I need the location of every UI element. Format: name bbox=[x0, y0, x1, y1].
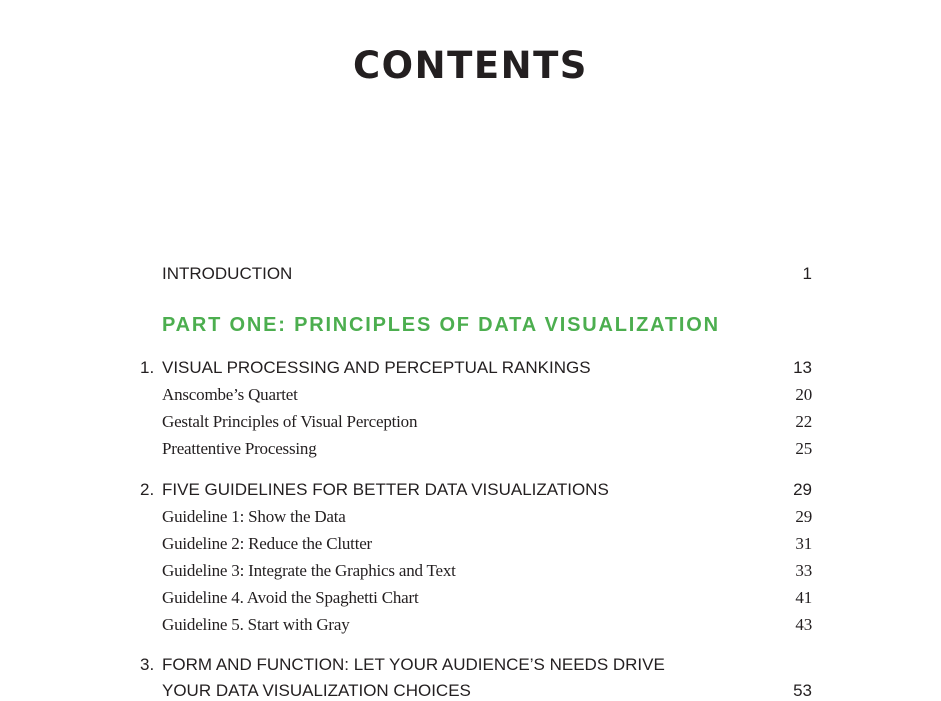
toc-entry-section[interactable] bbox=[162, 588, 812, 608]
toc-entry-title: FORM AND FUNCTION: LET YOUR AUDIENCE’S NEEDS DRIVE bbox=[162, 655, 665, 674]
toc-entry-title: YOUR DATA VISUALIZATION CHOICES bbox=[162, 681, 471, 700]
toc-entry-section[interactable] bbox=[162, 507, 812, 527]
toc-page-number: 33 bbox=[795, 561, 812, 580]
toc-entry-title: Guideline 3: Integrate the Graphics and Text bbox=[162, 561, 456, 580]
toc-entry-chapter-3-line-2[interactable] bbox=[162, 681, 812, 701]
toc-entry-title: INTRODUCTION bbox=[162, 264, 293, 283]
toc-entry-section[interactable] bbox=[162, 439, 812, 459]
toc-entry-chapter-2[interactable] bbox=[162, 480, 812, 500]
toc-entry-section[interactable] bbox=[162, 412, 812, 432]
toc-entry-title: Guideline 1: Show the Data bbox=[162, 507, 346, 526]
toc-entry-section[interactable] bbox=[162, 615, 812, 635]
toc-page-number: 53 bbox=[793, 681, 812, 700]
toc-page-number: 29 bbox=[795, 507, 812, 526]
toc-entry-title: Guideline 4. Avoid the Spaghetti Chart bbox=[162, 588, 419, 607]
toc-page-number: 13 bbox=[793, 358, 812, 377]
toc-page-number: 31 bbox=[795, 534, 812, 553]
toc-entry-section[interactable] bbox=[162, 534, 812, 554]
toc-entry-chapter-1[interactable] bbox=[162, 358, 812, 378]
chapter-number: 1. bbox=[140, 358, 155, 377]
toc-entry-title: Guideline 2: Reduce the Clutter bbox=[162, 534, 373, 553]
toc-entry-section[interactable] bbox=[162, 385, 812, 405]
toc-entry-introduction[interactable] bbox=[162, 264, 812, 284]
toc-page-number: 22 bbox=[795, 412, 812, 431]
toc-entry-title: Gestalt Principles of Visual Perception bbox=[162, 412, 418, 431]
toc-entry-title: Anscombe’s Quartet bbox=[162, 385, 298, 404]
page-title: CONTENTS bbox=[353, 44, 588, 87]
toc-entry-chapter-3-line-1[interactable] bbox=[162, 655, 812, 675]
chapter-number: 2. bbox=[140, 480, 155, 499]
toc-page-number: 20 bbox=[795, 385, 812, 404]
toc-entry-title: Guideline 5. Start with Gray bbox=[162, 615, 350, 634]
part-heading: PART ONE: PRINCIPLES OF DATA VISUALIZATION bbox=[162, 314, 720, 336]
toc-entry-section[interactable] bbox=[162, 561, 812, 581]
chapter-number: 3. bbox=[140, 655, 155, 674]
toc-page-number: 43 bbox=[795, 615, 812, 634]
toc-entry-title: VISUAL PROCESSING AND PERCEPTUAL RANKINGS bbox=[162, 358, 591, 377]
toc-page-number: 29 bbox=[793, 480, 812, 499]
toc-page-number: 25 bbox=[795, 439, 812, 458]
toc-entry-title: Preattentive Processing bbox=[162, 439, 317, 458]
toc-page-number: 1 bbox=[802, 264, 812, 283]
toc-entry-title: FIVE GUIDELINES FOR BETTER DATA VISUALIZATIONS bbox=[162, 480, 609, 499]
toc-page-number: 41 bbox=[795, 588, 812, 607]
